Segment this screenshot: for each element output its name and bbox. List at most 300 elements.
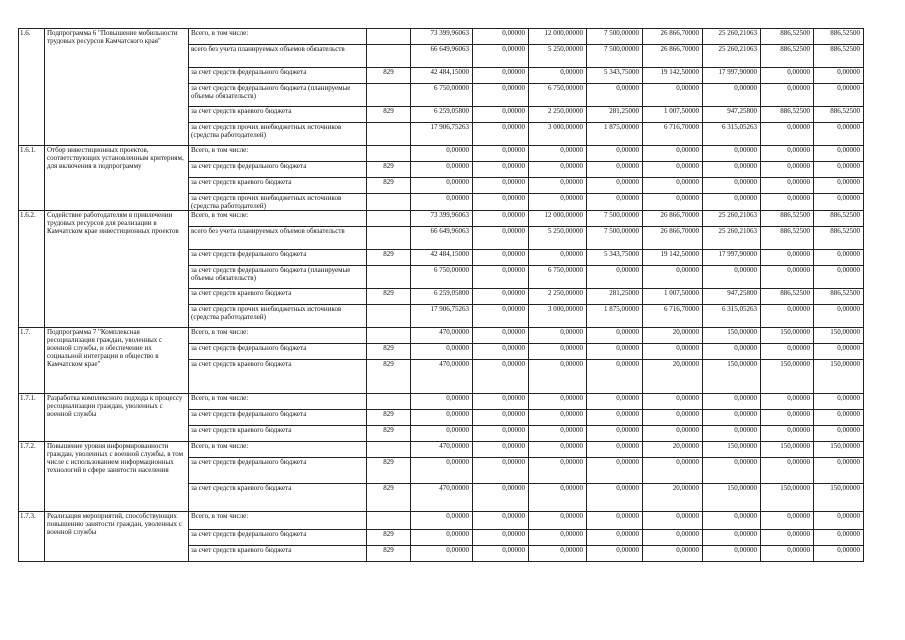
amount-cell: 470,00000 [411, 328, 473, 344]
budget-code: 829 [367, 250, 411, 266]
funding-source: за счет средств федерального бюджета [189, 344, 367, 360]
amount-cell: 73 399,96063 [411, 211, 473, 227]
amount-cell: 0,00000 [761, 194, 814, 211]
amount-cell: 0,00000 [587, 84, 643, 107]
amount-cell: 0,00000 [473, 410, 529, 426]
amount-cell: 470,00000 [411, 442, 473, 458]
amount-cell: 0,00000 [587, 512, 643, 530]
amount-cell: 0,00000 [587, 162, 643, 178]
funding-source: Всего, в том числе: [189, 211, 367, 227]
amount-cell: 0,00000 [761, 458, 814, 484]
amount-cell: 0,00000 [761, 162, 814, 178]
amount-cell: 0,00000 [473, 107, 529, 123]
amount-cell: 0,00000 [587, 360, 643, 394]
amount-cell: 0,00000 [587, 458, 643, 484]
amount-cell: 0,00000 [703, 410, 761, 426]
amount-cell: 0,00000 [411, 394, 473, 410]
amount-cell: 2 250,00000 [529, 289, 587, 305]
funding-source: за счет средств федерального бюджета [189, 530, 367, 546]
amount-cell: 0,00000 [473, 328, 529, 344]
amount-cell: 0,00000 [473, 194, 529, 211]
amount-cell: 0,00000 [643, 394, 703, 410]
funding-source: за счет средств прочих внебюджетных источников (средства работодателей) [189, 194, 367, 211]
amount-cell: 0,00000 [411, 194, 473, 211]
amount-cell: 73 399,96063 [411, 29, 473, 45]
amount-cell: 0,00000 [703, 546, 761, 562]
amount-cell: 0,00000 [411, 426, 473, 442]
item-title: Подпрограмма 7 "Комплексная ресоциализация граждан, уволенных с военной службы, и обеспечение их социальной интеграции в общество в Камчатском крае" [45, 328, 189, 394]
amount-cell: 886,52500 [814, 211, 864, 227]
amount-cell: 19 142,50000 [643, 250, 703, 266]
amount-cell: 17 906,75263 [411, 305, 473, 328]
amount-cell: 0,00000 [529, 360, 587, 394]
amount-cell: 0,00000 [473, 458, 529, 484]
amount-cell: 0,00000 [411, 410, 473, 426]
amount-cell: 0,00000 [814, 410, 864, 426]
amount-cell: 0,00000 [587, 426, 643, 442]
amount-cell: 0,00000 [411, 530, 473, 546]
amount-cell: 66 649,96063 [411, 45, 473, 68]
amount-cell: 1 007,50000 [643, 289, 703, 305]
amount-cell: 0,00000 [761, 394, 814, 410]
budget-code: 829 [367, 107, 411, 123]
budget-code [367, 512, 411, 530]
amount-cell: 0,00000 [761, 84, 814, 107]
amount-cell: 20,00000 [643, 360, 703, 394]
amount-cell: 0,00000 [411, 546, 473, 562]
amount-cell: 0,00000 [529, 426, 587, 442]
amount-cell: 0,00000 [761, 305, 814, 328]
budget-code: 829 [367, 162, 411, 178]
budget-code: 829 [367, 410, 411, 426]
funding-source: за счет средств федерального бюджета [189, 68, 367, 84]
amount-cell: 0,00000 [703, 266, 761, 289]
budget-code: 829 [367, 484, 411, 512]
amount-cell: 0,00000 [473, 305, 529, 328]
funding-source: Всего, в том числе: [189, 29, 367, 45]
funding-source: за счет средств краевого бюджета [189, 107, 367, 123]
amount-cell: 0,00000 [814, 123, 864, 146]
amount-cell: 6 716,70000 [643, 305, 703, 328]
amount-cell: 0,00000 [643, 266, 703, 289]
amount-cell: 0,00000 [643, 162, 703, 178]
amount-cell: 0,00000 [587, 194, 643, 211]
amount-cell: 0,00000 [529, 530, 587, 546]
amount-cell: 0,00000 [473, 146, 529, 162]
amount-cell: 150,00000 [814, 442, 864, 458]
amount-cell: 6 750,00000 [411, 84, 473, 107]
item-title: Разработка комплексного подхода к процессу ресоциализации граждан, уволенных с военной службы [45, 394, 189, 442]
budget-code: 829 [367, 530, 411, 546]
amount-cell: 0,00000 [473, 45, 529, 68]
funding-source: за счет средств прочих внебюджетных источников (средства работодателей) [189, 305, 367, 328]
amount-cell: 0,00000 [761, 146, 814, 162]
amount-cell: 12 000,00000 [529, 29, 587, 45]
amount-cell: 20,00000 [643, 442, 703, 458]
budget-code [367, 146, 411, 162]
amount-cell: 886,52500 [761, 211, 814, 227]
amount-cell: 0,00000 [587, 344, 643, 360]
amount-cell: 0,00000 [703, 178, 761, 194]
funding-source: за счет средств федерального бюджета [189, 162, 367, 178]
amount-cell: 26 866,70000 [643, 45, 703, 68]
amount-cell: 0,00000 [587, 484, 643, 512]
funding-source: Всего, в том числе: [189, 442, 367, 458]
funding-source: за счет средств краевого бюджета [189, 484, 367, 512]
amount-cell: 0,00000 [529, 512, 587, 530]
amount-cell: 0,00000 [814, 305, 864, 328]
amount-cell: 7 500,00000 [587, 45, 643, 68]
funding-source: за счет средств федерального бюджета [189, 410, 367, 426]
amount-cell: 0,00000 [703, 344, 761, 360]
amount-cell: 0,00000 [761, 426, 814, 442]
item-title: Отбор инвестиционных проектов, соответствующих установленным критериям, для включения в подпрограмму [45, 146, 189, 211]
amount-cell: 0,00000 [473, 344, 529, 360]
budget-code: 829 [367, 289, 411, 305]
amount-cell: 5 250,00000 [529, 227, 587, 250]
amount-cell: 0,00000 [473, 426, 529, 442]
amount-cell: 0,00000 [587, 410, 643, 426]
amount-cell: 3 000,00000 [529, 305, 587, 328]
amount-cell: 0,00000 [814, 250, 864, 266]
item-title: Подпрограмма 6 "Повышение мобильности трудовых ресурсов Камчатского края" [45, 29, 189, 146]
amount-cell: 0,00000 [703, 512, 761, 530]
amount-cell: 0,00000 [587, 146, 643, 162]
amount-cell: 5 343,75000 [587, 250, 643, 266]
amount-cell: 0,00000 [814, 530, 864, 546]
amount-cell: 0,00000 [473, 484, 529, 512]
amount-cell: 5 343,75000 [587, 68, 643, 84]
amount-cell: 7 500,00000 [587, 211, 643, 227]
budget-code: 829 [367, 68, 411, 84]
amount-cell: 0,00000 [473, 394, 529, 410]
amount-cell: 0,00000 [529, 178, 587, 194]
amount-cell: 20,00000 [643, 484, 703, 512]
item-number: 1.7. [19, 328, 45, 394]
amount-cell: 150,00000 [703, 328, 761, 344]
amount-cell: 0,00000 [703, 530, 761, 546]
amount-cell: 0,00000 [587, 530, 643, 546]
table-row [19, 442, 864, 458]
funding-source: Всего, в том числе: [189, 512, 367, 530]
budget-code [367, 45, 411, 68]
amount-cell: 0,00000 [643, 178, 703, 194]
amount-cell: 0,00000 [529, 344, 587, 360]
amount-cell: 0,00000 [411, 512, 473, 530]
item-number: 1.6. [19, 29, 45, 146]
amount-cell: 0,00000 [814, 194, 864, 211]
amount-cell: 6 259,05800 [411, 289, 473, 305]
amount-cell: 0,00000 [587, 178, 643, 194]
budget-code [367, 266, 411, 289]
amount-cell: 0,00000 [587, 546, 643, 562]
amount-cell: 0,00000 [814, 146, 864, 162]
amount-cell: 0,00000 [761, 68, 814, 84]
amount-cell: 20,00000 [643, 328, 703, 344]
budget-table-body [19, 29, 864, 562]
budget-code [367, 442, 411, 458]
funding-source: за счет средств прочих внебюджетных источников (средства работодателей) [189, 123, 367, 146]
amount-cell: 0,00000 [473, 162, 529, 178]
budget-code [367, 305, 411, 328]
funding-source: за счет средств федерального бюджета [189, 250, 367, 266]
amount-cell: 0,00000 [814, 178, 864, 194]
amount-cell: 0,00000 [643, 512, 703, 530]
amount-cell: 0,00000 [473, 211, 529, 227]
amount-cell: 1 875,00000 [587, 305, 643, 328]
amount-cell: 0,00000 [703, 458, 761, 484]
amount-cell: 0,00000 [761, 266, 814, 289]
amount-cell: 7 500,00000 [587, 227, 643, 250]
amount-cell: 0,00000 [587, 394, 643, 410]
budget-code: 829 [367, 360, 411, 394]
amount-cell: 1 875,00000 [587, 123, 643, 146]
amount-cell: 150,00000 [814, 360, 864, 394]
amount-cell: 0,00000 [761, 512, 814, 530]
amount-cell: 0,00000 [761, 410, 814, 426]
amount-cell: 150,00000 [814, 484, 864, 512]
item-number: 1.7.1. [19, 394, 45, 442]
amount-cell: 150,00000 [761, 328, 814, 344]
amount-cell: 0,00000 [529, 162, 587, 178]
funding-source: всего без учета планируемых объемов обязательств [189, 227, 367, 250]
amount-cell: 0,00000 [643, 84, 703, 107]
amount-cell: 0,00000 [814, 344, 864, 360]
amount-cell: 0,00000 [529, 442, 587, 458]
budget-code: 829 [367, 546, 411, 562]
amount-cell: 0,00000 [473, 512, 529, 530]
budget-code [367, 29, 411, 45]
amount-cell: 0,00000 [643, 344, 703, 360]
amount-cell: 26 866,70000 [643, 211, 703, 227]
table-row [19, 328, 864, 344]
amount-cell: 0,00000 [814, 68, 864, 84]
budget-code [367, 227, 411, 250]
amount-cell: 0,00000 [529, 194, 587, 211]
amount-cell: 0,00000 [587, 328, 643, 344]
amount-cell: 150,00000 [761, 360, 814, 394]
amount-cell: 281,25000 [587, 107, 643, 123]
amount-cell: 0,00000 [814, 266, 864, 289]
budget-code: 829 [367, 344, 411, 360]
amount-cell: 0,00000 [703, 394, 761, 410]
amount-cell: 0,00000 [473, 250, 529, 266]
amount-cell: 0,00000 [703, 146, 761, 162]
budget-code: 829 [367, 426, 411, 442]
amount-cell: 0,00000 [473, 442, 529, 458]
amount-cell: 0,00000 [529, 394, 587, 410]
amount-cell: 25 260,21063 [703, 45, 761, 68]
amount-cell: 150,00000 [703, 442, 761, 458]
amount-cell: 6 315,05263 [703, 123, 761, 146]
amount-cell: 0,00000 [643, 530, 703, 546]
budget-code [367, 194, 411, 211]
amount-cell: 5 250,00000 [529, 45, 587, 68]
amount-cell: 0,00000 [761, 344, 814, 360]
amount-cell: 0,00000 [473, 29, 529, 45]
amount-cell: 0,00000 [814, 512, 864, 530]
amount-cell: 0,00000 [473, 227, 529, 250]
funding-source: за счет средств краевого бюджета [189, 426, 367, 442]
amount-cell: 17 906,75263 [411, 123, 473, 146]
funding-source: за счет средств краевого бюджета [189, 289, 367, 305]
funding-source: Всего, в том числе: [189, 394, 367, 410]
amount-cell: 0,00000 [473, 530, 529, 546]
amount-cell: 886,52500 [761, 45, 814, 68]
amount-cell: 3 000,00000 [529, 123, 587, 146]
amount-cell: 886,52500 [814, 45, 864, 68]
amount-cell: 0,00000 [411, 344, 473, 360]
amount-cell: 947,25800 [703, 107, 761, 123]
amount-cell: 0,00000 [411, 162, 473, 178]
table-row [19, 394, 864, 410]
amount-cell: 6 259,05800 [411, 107, 473, 123]
amount-cell: 470,00000 [411, 360, 473, 394]
amount-cell: 0,00000 [814, 394, 864, 410]
amount-cell: 0,00000 [761, 530, 814, 546]
table-row [19, 146, 864, 162]
amount-cell: 0,00000 [703, 194, 761, 211]
item-title: Содействие работодателям в привлечении трудовых ресурсов для реализации в Камчатском крае инвестиционных проектов [45, 211, 189, 328]
budget-code [367, 328, 411, 344]
amount-cell: 0,00000 [529, 410, 587, 426]
item-title: Реализация мероприятий, способствующих повышению занятости граждан, уволенных с военной службы [45, 512, 189, 562]
amount-cell: 0,00000 [761, 178, 814, 194]
amount-cell: 17 997,90000 [703, 68, 761, 84]
amount-cell: 886,52500 [761, 289, 814, 305]
amount-cell: 0,00000 [587, 266, 643, 289]
amount-cell: 947,25800 [703, 289, 761, 305]
amount-cell: 25 260,21063 [703, 29, 761, 45]
amount-cell: 0,00000 [473, 289, 529, 305]
table-row [19, 512, 864, 530]
amount-cell: 150,00000 [761, 484, 814, 512]
amount-cell: 150,00000 [814, 328, 864, 344]
amount-cell: 0,00000 [473, 68, 529, 84]
item-number: 1.7.2. [19, 442, 45, 512]
amount-cell: 6 315,05263 [703, 305, 761, 328]
amount-cell: 25 260,21063 [703, 211, 761, 227]
table-row [19, 29, 864, 45]
amount-cell: 886,52500 [761, 107, 814, 123]
amount-cell: 0,00000 [814, 162, 864, 178]
amount-cell: 0,00000 [411, 178, 473, 194]
item-number: 1.7.3. [19, 512, 45, 562]
amount-cell: 0,00000 [643, 426, 703, 442]
amount-cell: 0,00000 [411, 458, 473, 484]
amount-cell: 0,00000 [703, 84, 761, 107]
amount-cell: 6 716,70000 [643, 123, 703, 146]
amount-cell: 0,00000 [643, 458, 703, 484]
amount-cell: 0,00000 [473, 546, 529, 562]
amount-cell: 0,00000 [473, 360, 529, 394]
amount-cell: 0,00000 [529, 484, 587, 512]
amount-cell: 0,00000 [529, 328, 587, 344]
amount-cell: 886,52500 [761, 227, 814, 250]
amount-cell: 886,52500 [814, 107, 864, 123]
amount-cell: 26 866,70000 [643, 227, 703, 250]
amount-cell: 0,00000 [529, 68, 587, 84]
amount-cell: 0,00000 [703, 162, 761, 178]
amount-cell: 0,00000 [473, 178, 529, 194]
amount-cell: 0,00000 [529, 250, 587, 266]
amount-cell: 0,00000 [761, 250, 814, 266]
amount-cell: 0,00000 [761, 123, 814, 146]
budget-table [18, 28, 864, 562]
amount-cell: 0,00000 [643, 546, 703, 562]
funding-source: за счет средств федерального бюджета (планируемые объемы обязательств) [189, 266, 367, 289]
item-title: Повышение уровня информированности граждан, уволенных с военной службы, в том числе с использованием информационных технологий в сфере занятости населения [45, 442, 189, 512]
amount-cell: 12 000,00000 [529, 211, 587, 227]
funding-source: за счет средств краевого бюджета [189, 360, 367, 394]
amount-cell: 0,00000 [814, 546, 864, 562]
amount-cell: 6 750,00000 [411, 266, 473, 289]
amount-cell: 0,00000 [643, 146, 703, 162]
amount-cell: 0,00000 [529, 146, 587, 162]
amount-cell: 150,00000 [703, 360, 761, 394]
amount-cell: 42 484,15000 [411, 68, 473, 84]
budget-code [367, 123, 411, 146]
amount-cell: 7 500,00000 [587, 29, 643, 45]
amount-cell: 886,52500 [814, 289, 864, 305]
amount-cell: 0,00000 [473, 123, 529, 146]
amount-cell: 26 866,70000 [643, 29, 703, 45]
budget-code [367, 211, 411, 227]
amount-cell: 25 260,21063 [703, 227, 761, 250]
amount-cell: 0,00000 [703, 426, 761, 442]
funding-source: за счет средств краевого бюджета [189, 178, 367, 194]
amount-cell: 281,25000 [587, 289, 643, 305]
budget-code [367, 394, 411, 410]
item-number: 1.6.1. [19, 146, 45, 211]
amount-cell: 17 997,90000 [703, 250, 761, 266]
budget-code: 829 [367, 178, 411, 194]
budget-code [367, 84, 411, 107]
amount-cell: 6 750,00000 [529, 266, 587, 289]
amount-cell: 0,00000 [761, 546, 814, 562]
amount-cell: 0,00000 [473, 266, 529, 289]
budget-code: 829 [367, 458, 411, 484]
amount-cell: 0,00000 [643, 410, 703, 426]
amount-cell: 2 250,00000 [529, 107, 587, 123]
amount-cell: 66 649,96063 [411, 227, 473, 250]
amount-cell: 470,00000 [411, 484, 473, 512]
funding-source: Всего, в том числе: [189, 146, 367, 162]
table-row [19, 211, 864, 227]
funding-source: за счет средств федерального бюджета (планируемые объемы обязательств) [189, 84, 367, 107]
amount-cell: 886,52500 [814, 29, 864, 45]
amount-cell: 6 750,00000 [529, 84, 587, 107]
amount-cell: 0,00000 [643, 194, 703, 211]
funding-source: всего без учета планируемых объемов обязательств [189, 45, 367, 68]
amount-cell: 150,00000 [703, 484, 761, 512]
amount-cell: 1 007,50000 [643, 107, 703, 123]
amount-cell: 0,00000 [411, 146, 473, 162]
funding-source: за счет средств краевого бюджета [189, 546, 367, 562]
amount-cell: 0,00000 [814, 84, 864, 107]
amount-cell: 19 142,50000 [643, 68, 703, 84]
amount-cell: 0,00000 [587, 442, 643, 458]
amount-cell: 886,52500 [761, 29, 814, 45]
amount-cell: 0,00000 [814, 458, 864, 484]
amount-cell: 0,00000 [814, 426, 864, 442]
amount-cell: 42 484,15000 [411, 250, 473, 266]
funding-source: за счет средств федерального бюджета [189, 458, 367, 484]
amount-cell: 150,00000 [761, 442, 814, 458]
funding-source: Всего, в том числе: [189, 328, 367, 344]
amount-cell: 0,00000 [473, 84, 529, 107]
item-number: 1.6.2. [19, 211, 45, 328]
